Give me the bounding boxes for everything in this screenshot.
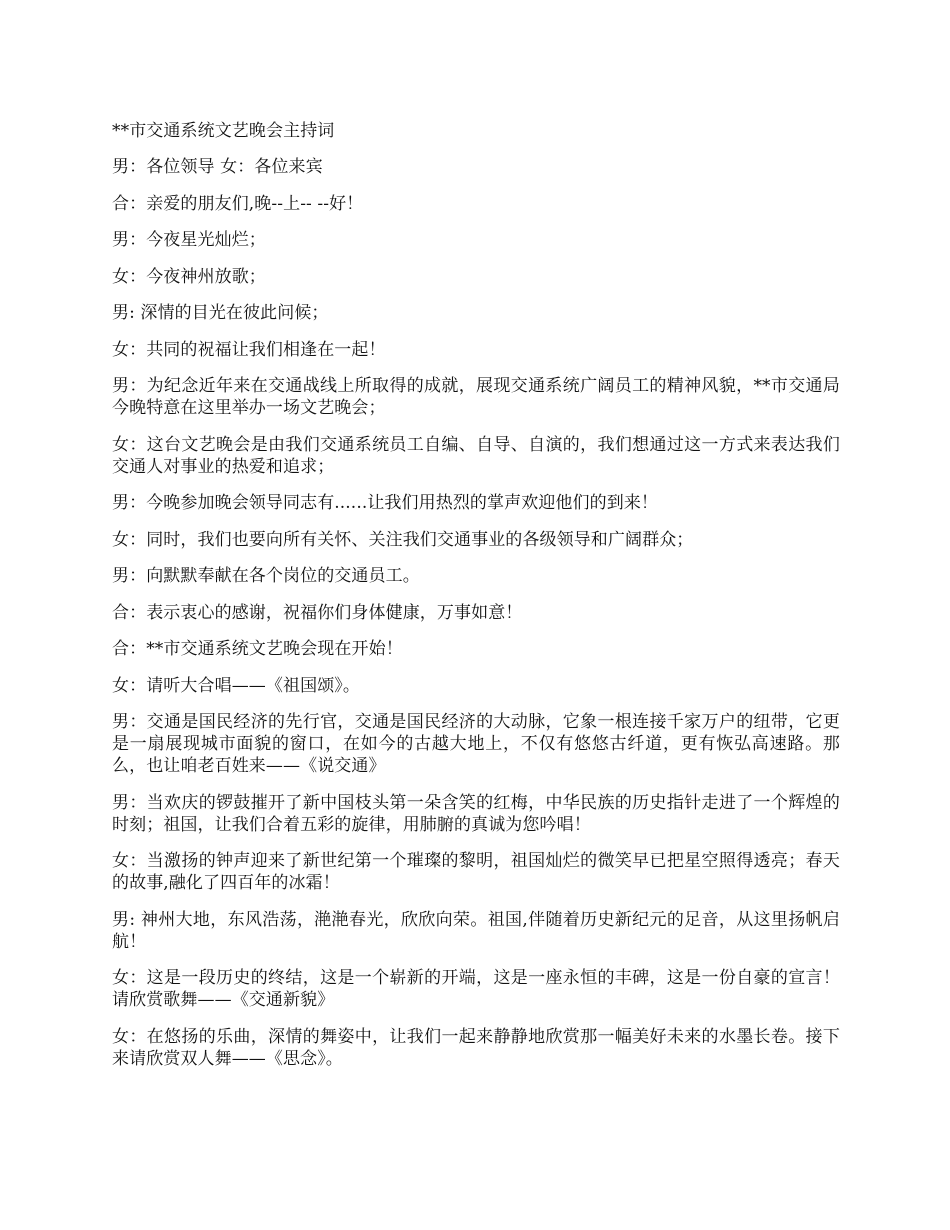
script-line: 女：在悠扬的乐曲，深情的舞姿中，让我们一起来静静地欣赏那一幅美好未来的水墨长卷。接下来请欣赏双人舞——《思念》。 xyxy=(112,1026,840,1069)
script-line: 女：今夜神州放歌； xyxy=(112,266,266,287)
script-line: 男：当欢庆的锣鼓摧开了新中国枝头第一朵含笑的红梅，中华民族的历史指针走进了一个辉煌的时刻；祖国，让我们合着五彩的旋律，用肺腑的真诚为您吟唱！ xyxy=(112,792,840,835)
script-line: 男: 深情的目光在彼此问候； xyxy=(112,303,329,323)
script-line: 男：各位领导 女：各位来宾 xyxy=(112,157,323,177)
script-line: 合：表示衷心的感谢，祝福你们身体健康，万事如意！ xyxy=(112,602,523,623)
script-line: 男：今夜星光灿烂； xyxy=(112,230,266,250)
script-line: 男：交通是国民经济的先行官，交通是国民经济的大动脉，它象一根连接千家万户的纽带，它更是一扇展现城市面貌的窗口，在如今的古越大地上，不仅有悠悠古纤道，更有恢弘高速路。那么，也让咱老百姓来——《说交通》 xyxy=(112,712,840,776)
script-line: 男：为纪念近年来在交通战线上所取得的成就，展现交通系统广阔员工的精神风貌，**市交通局今晚特意在这里举办一场文艺晚会； xyxy=(112,376,840,418)
script-line: 合：亲爱的朋友们,晚--上-- --好！ xyxy=(112,193,364,214)
script-line: 女：共同的祝福让我们相逢在一起！ xyxy=(112,339,386,360)
document-page xyxy=(112,120,840,1084)
script-line: 合：**市交通系统文艺晚会现在开始！ xyxy=(112,639,403,659)
script-line: 女：同时，我们也要向所有关怀、关注我们交通事业的各级领导和广阔群众； xyxy=(112,529,694,550)
script-line: 男：今晚参加晚会领导同志有......让我们用热烈的掌声欢迎他们的到来！ xyxy=(112,493,659,513)
script-line: 男：向默默奉献在各个岗位的交通员工。 xyxy=(112,566,420,586)
script-line: 女：请听大合唱——《祖国颂》。 xyxy=(112,675,360,696)
script-line: 男: 神州大地，东风浩荡，滟滟春光，欣欣向荣。祖国,伴随着历史新纪元的足音，从这里扬帆启航！ xyxy=(112,909,840,952)
document-title: **市交通系统文艺晚会主持词 xyxy=(112,121,335,141)
script-line: 女：这台文艺晚会是由我们交通系统员工自编、自导、自演的，我们想通过这一方式来表达我们交通人对事业的热爱和追求； xyxy=(112,434,840,477)
script-line: 女：当激扬的钟声迎来了新世纪第一个璀璨的黎明，祖国灿烂的微笑早已把星空照得透亮；春天的故事,融化了四百年的冰霜！ xyxy=(112,851,840,893)
script-line: 女：这是一段历史的终结，这是一个崭新的开端，这是一座永恒的丰碑，这是一份自豪的宣言！请欣赏歌舞——《交通新貌》 xyxy=(112,968,840,1010)
